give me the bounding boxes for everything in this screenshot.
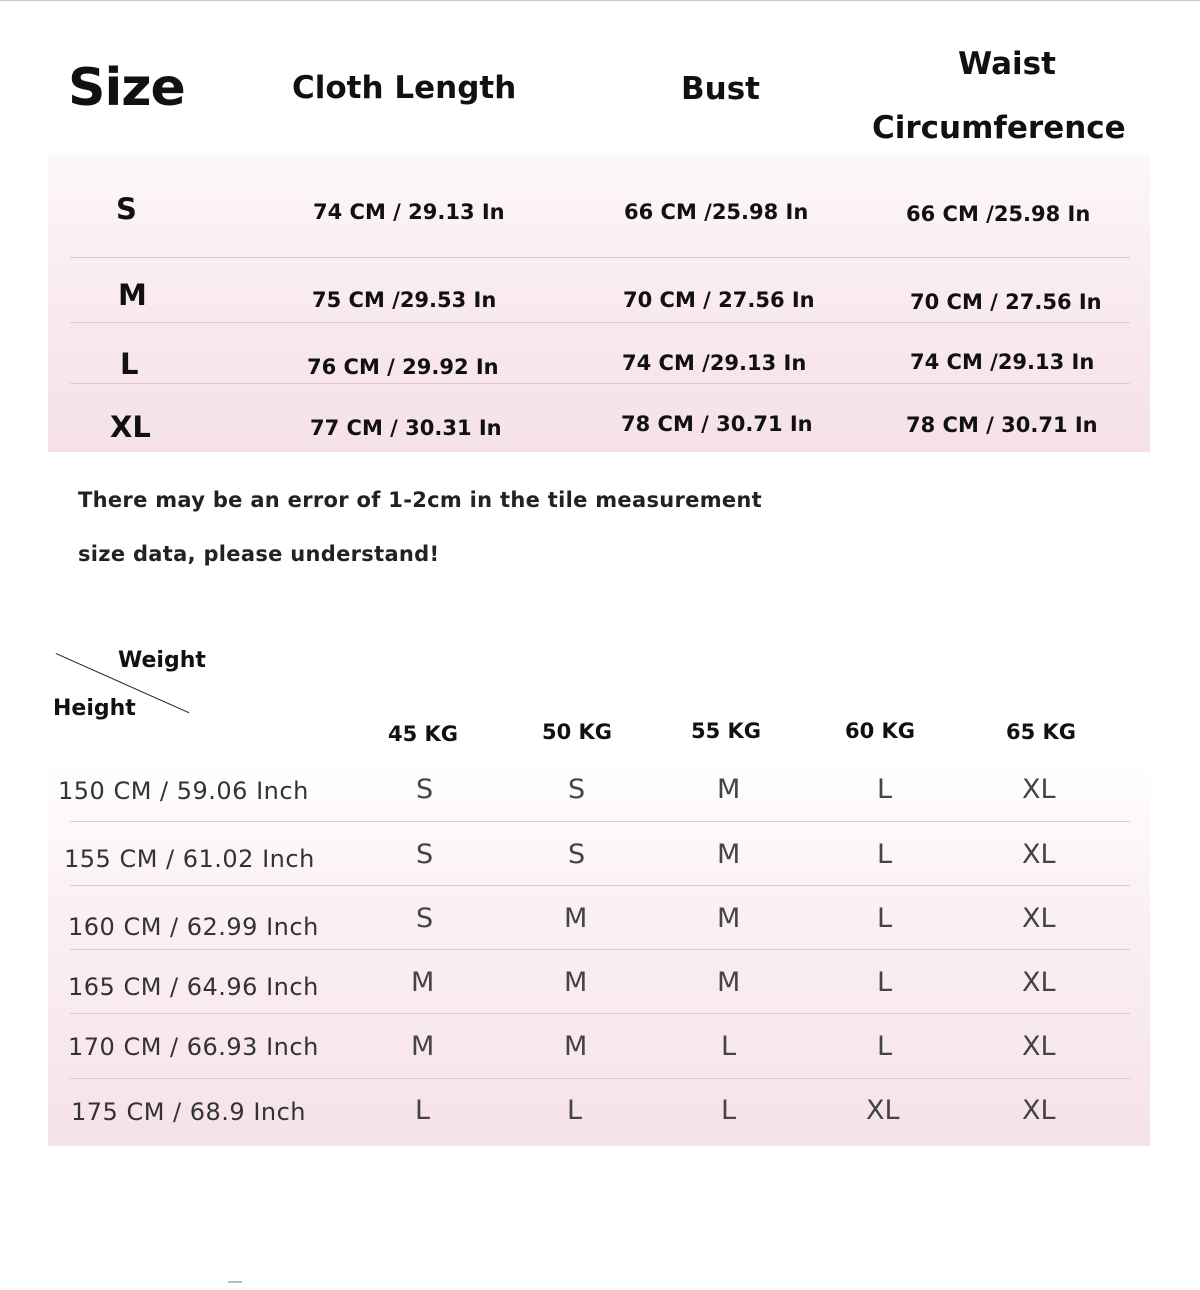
size-cell: L [721, 1095, 737, 1126]
size-cell: M [717, 967, 741, 998]
row-divider [70, 1013, 1130, 1014]
height-cell: 160 CM / 62.99 Inch [68, 913, 319, 941]
size-row-s [48, 192, 1150, 252]
size-cell: L [567, 1095, 583, 1126]
row-divider [70, 949, 1130, 950]
bust-header: Bust [681, 71, 760, 107]
cloth-length-header: Cloth Length [292, 70, 517, 106]
size-cell: S [416, 903, 434, 934]
height-row-155 [48, 839, 1150, 899]
size-row-m [48, 278, 1150, 338]
row-divider [70, 885, 1130, 886]
size-cell: XL [1022, 774, 1056, 805]
footer-mark [228, 1281, 242, 1283]
size-row-l [48, 347, 1150, 407]
size-cell: XL [110, 410, 151, 444]
waist-header-line2: Circumference [872, 110, 1126, 146]
height-cell: 150 CM / 59.06 Inch [58, 777, 309, 805]
height-cell: 155 CM / 61.02 Inch [64, 845, 315, 873]
size-cell: M [717, 903, 741, 934]
size-cell: L [120, 347, 139, 381]
waist-cell: 74 CM /29.13 In [910, 350, 1095, 374]
weight-corner-label: Weight [118, 648, 206, 673]
size-cell: S [416, 774, 434, 805]
size-cell: M [564, 1031, 588, 1062]
row-divider [70, 257, 1130, 258]
height-cell: 170 CM / 66.93 Inch [68, 1033, 319, 1061]
length-cell: 76 CM / 29.92 In [307, 355, 499, 379]
size-cell: L [877, 774, 893, 805]
height-row-150 [48, 774, 1150, 834]
size-cell: S [568, 839, 586, 870]
size-cell: L [877, 967, 893, 998]
height-row-165 [48, 967, 1150, 1027]
measurement-note-line1: There may be an error of 1-2cm in the tile measurement [78, 488, 763, 512]
size-cell: M [564, 967, 588, 998]
measurement-note-line2: size data, please understand! [78, 542, 440, 566]
waist-cell: 70 CM / 27.56 In [910, 290, 1102, 314]
height-cell: 165 CM / 64.96 Inch [68, 973, 319, 1001]
length-cell: 75 CM /29.53 In [312, 288, 497, 312]
size-cell: XL [1022, 967, 1056, 998]
size-cell: M [118, 278, 147, 312]
weight-col-50: 50 KG [542, 720, 613, 744]
size-cell: L [415, 1095, 431, 1126]
size-cell: XL [866, 1095, 900, 1126]
waist-header-line1: Waist [958, 46, 1056, 82]
size-cell: L [877, 1031, 893, 1062]
size-header: Size [68, 58, 185, 118]
weight-col-55: 55 KG [691, 719, 762, 743]
size-cell: XL [1022, 903, 1056, 934]
weight-col-45: 45 KG [388, 722, 459, 746]
bust-cell: 70 CM / 27.56 In [623, 288, 815, 312]
size-cell: M [411, 1031, 435, 1062]
row-divider [70, 383, 1130, 384]
weight-col-60: 60 KG [845, 719, 916, 743]
size-cell: L [877, 839, 893, 870]
size-row-xl [48, 410, 1150, 470]
size-cell: M [564, 903, 588, 934]
size-cell: S [568, 774, 586, 805]
weight-col-65: 65 KG [1006, 720, 1077, 744]
length-cell: 74 CM / 29.13 In [313, 200, 505, 224]
length-cell: 77 CM / 30.31 In [310, 416, 502, 440]
top-border [0, 0, 1200, 1]
size-cell: M [411, 967, 435, 998]
size-cell: L [721, 1031, 737, 1062]
height-row-170 [48, 1031, 1150, 1091]
row-divider [70, 821, 1130, 822]
bust-cell: 74 CM /29.13 In [622, 351, 807, 375]
size-cell: M [717, 839, 741, 870]
waist-cell: 78 CM / 30.71 In [906, 413, 1098, 437]
size-cell: L [877, 903, 893, 934]
bust-cell: 66 CM /25.98 In [624, 200, 809, 224]
row-divider [70, 322, 1130, 323]
height-cell: 175 CM / 68.9 Inch [71, 1098, 307, 1126]
row-divider [70, 1078, 1130, 1079]
size-cell: XL [1022, 1095, 1056, 1126]
size-cell: XL [1022, 1031, 1056, 1062]
waist-cell: 66 CM /25.98 In [906, 202, 1091, 226]
size-cell: S [116, 192, 137, 226]
height-row-160 [48, 903, 1150, 963]
height-corner-label: Height [53, 696, 136, 721]
height-row-175 [48, 1095, 1150, 1155]
size-cell: M [717, 774, 741, 805]
size-cell: XL [1022, 839, 1056, 870]
size-cell: S [416, 839, 434, 870]
bust-cell: 78 CM / 30.71 In [621, 412, 813, 436]
